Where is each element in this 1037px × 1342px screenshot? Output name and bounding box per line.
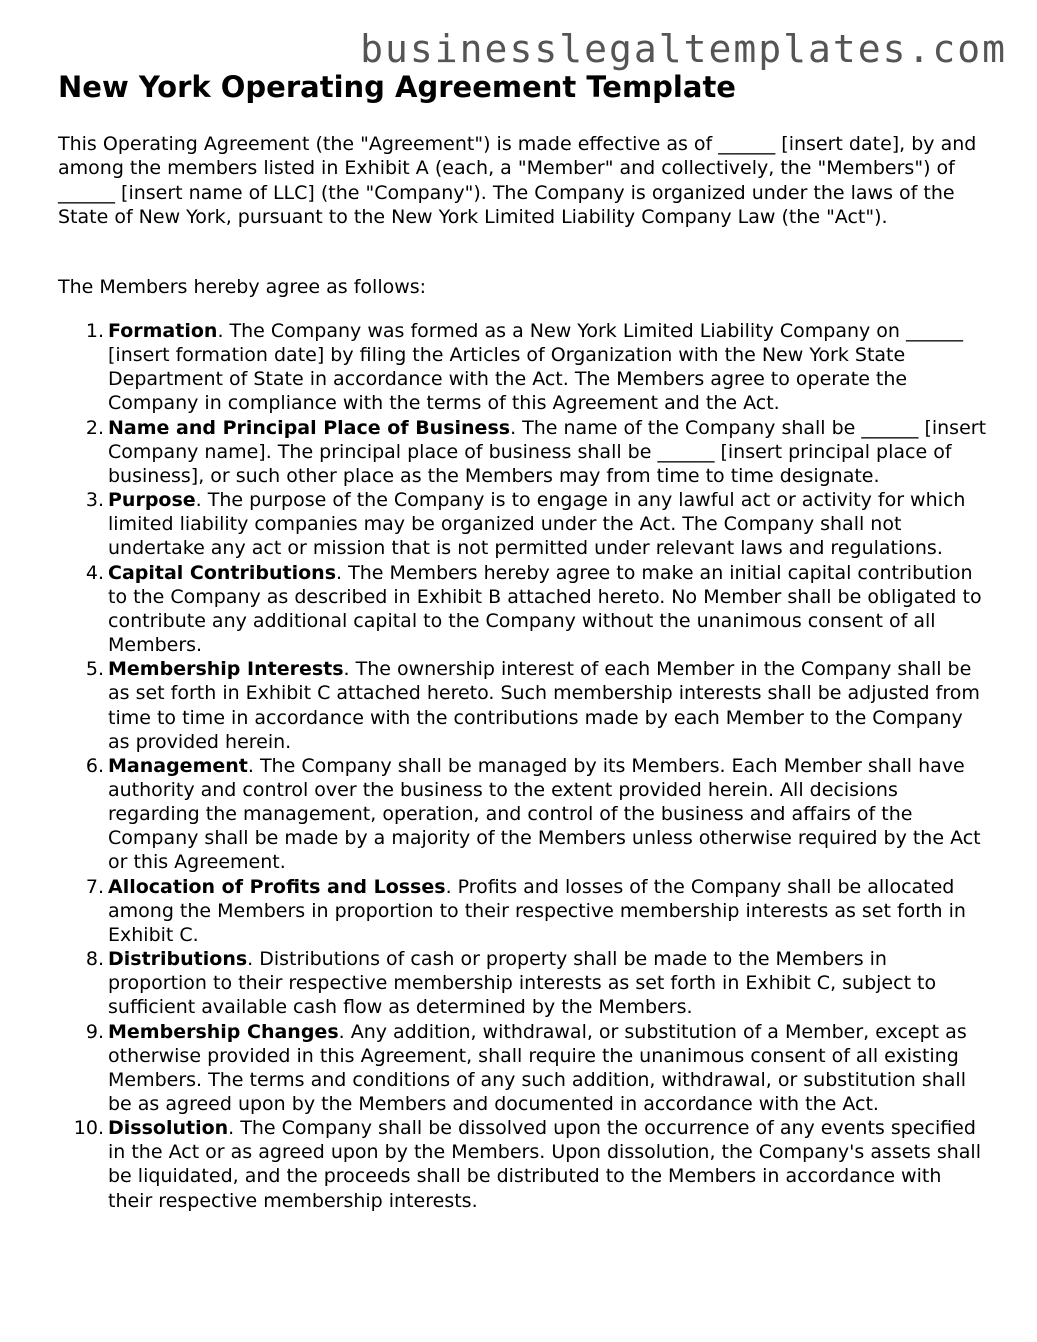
clause-heading: Capital Contributions bbox=[108, 561, 337, 584]
lead-in-paragraph: The Members hereby agree as follows: bbox=[58, 276, 427, 298]
clause-text: . The Company was formed as a New York Limited Liability Company on ______ [insert formation date] by filing the Articles of Organization with the New York State Department of State in accordance with the Act. The Members agree to operate the Company in compliance with the terms of this Agreement and the Act. bbox=[108, 320, 964, 415]
clause-heading: Allocation of Profits and Losses bbox=[108, 875, 446, 898]
clause-heading: Management bbox=[108, 754, 248, 777]
clause-list bbox=[0, 319, 1037, 1213]
clause-heading: Distributions bbox=[108, 948, 248, 971]
intro-paragraph: This Operating Agreement (the "Agreement") is made effective as of ______ [insert date], by and among the members listed in Exhibit A (each, a "Member" and collectively, the "Members") of ______ [insert name of LLC] (the "Company"). The Company is organized under the laws of the State of New York, pursuant to the New York Limited Liability Company Law (the "Act"). bbox=[58, 133, 977, 228]
clause-number: 7. bbox=[85, 875, 104, 898]
clause-heading: Formation bbox=[108, 320, 218, 342]
clause-text: . Distributions of cash or property shall be made to the Members in proportion to their respective membership interests as set forth in Exhibit C, subject to sufficient available cash flow as determined by the Members. bbox=[108, 948, 937, 1019]
clause-number: 9. bbox=[85, 1020, 104, 1043]
clause-purpose bbox=[0, 488, 1037, 560]
clause-number: 3. bbox=[85, 489, 104, 512]
clause-number: 5. bbox=[85, 658, 104, 681]
clause-text: . Any addition, withdrawal, or substitution of a Member, except as otherwise provided in this Agreement, shall require the unanimous consent of all existing Members. The terms and conditions of any such addition, withdrawal, or substitution shall be as agreed upon by the Members and documented in accordance with the Act. bbox=[108, 1020, 967, 1115]
clause-name-and-principal-place bbox=[0, 416, 1037, 488]
clause-heading: Membership Changes bbox=[108, 1020, 339, 1043]
clause-text: . The Members hereby agree to make an initial capital contribution to the Company as described in Exhibit B attached hereto. No Member shall be obligated to contribute any additional capital to the Company without the unanimous consent of all Members. bbox=[108, 561, 982, 657]
clause-heading: Purpose bbox=[108, 489, 196, 512]
clause-number: 10. bbox=[73, 1117, 104, 1140]
clause-allocation-of-profits bbox=[0, 875, 1037, 947]
clause-number: 4. bbox=[85, 561, 104, 584]
clause-membership-changes bbox=[0, 1020, 1037, 1117]
clause-text: . The name of the Company shall be ______ [insert Company name]. The principal place of business shall be ______ [insert principal place of business], or such other place as the Members may from time to time designate. bbox=[108, 416, 987, 487]
clause-management bbox=[0, 754, 1037, 875]
clause-text: . The ownership interest of each Member in the Company shall be as set forth in Exhibit C attached hereto. Such membership interests shall be adjusted from time to time in accordance with the contributions made by each Member to the Company as provided herein. bbox=[108, 658, 980, 753]
clause-text: . The Company shall be dissolved upon the occurrence of any events specified in the Act or as agreed upon by the Members. Upon dissolution, the Company's assets shall be liquidated, and the proceeds shall be distributed to the Members in accordance with their respective membership interests. bbox=[108, 1117, 981, 1212]
clause-heading: Membership Interests bbox=[108, 658, 344, 681]
clause-distributions bbox=[0, 947, 1037, 1019]
clause-number: 2. bbox=[85, 416, 104, 439]
clause-text: . Profits and losses of the Company shall be allocated among the Members in proportion to their respective membership interests as set forth in Exhibit C. bbox=[108, 875, 966, 946]
clause-number: 1. bbox=[85, 320, 104, 342]
clause-heading: Name and Principal Place of Business bbox=[108, 416, 511, 439]
clause-formation bbox=[0, 319, 1037, 416]
clause-dissolution bbox=[0, 1116, 1037, 1213]
clause-text: . The Company shall be managed by its Members. Each Member shall have authority and control over the business to the extent provided herein. All decisions regarding the management, operation, and control of the business and affairs of the Company shall be made by a majority of the Members unless otherwise required by the Act or this Agreement. bbox=[108, 754, 981, 874]
clause-number: 8. bbox=[85, 948, 104, 971]
clause-heading: Dissolution bbox=[108, 1117, 229, 1140]
page-title: New York Operating Agreement Template bbox=[58, 70, 736, 104]
watermark: businesslegaltemplates.com bbox=[360, 27, 1007, 71]
clause-number: 6. bbox=[85, 754, 104, 777]
clause-membership-interests bbox=[0, 657, 1037, 754]
clause-capital-contributions bbox=[0, 561, 1037, 658]
clause-text: . The purpose of the Company is to engage in any lawful act or activity for which limited liability companies may be organized under the Act. The Company shall not undertake any act or mission that is not permitted under relevant laws and regulations. bbox=[108, 489, 966, 560]
